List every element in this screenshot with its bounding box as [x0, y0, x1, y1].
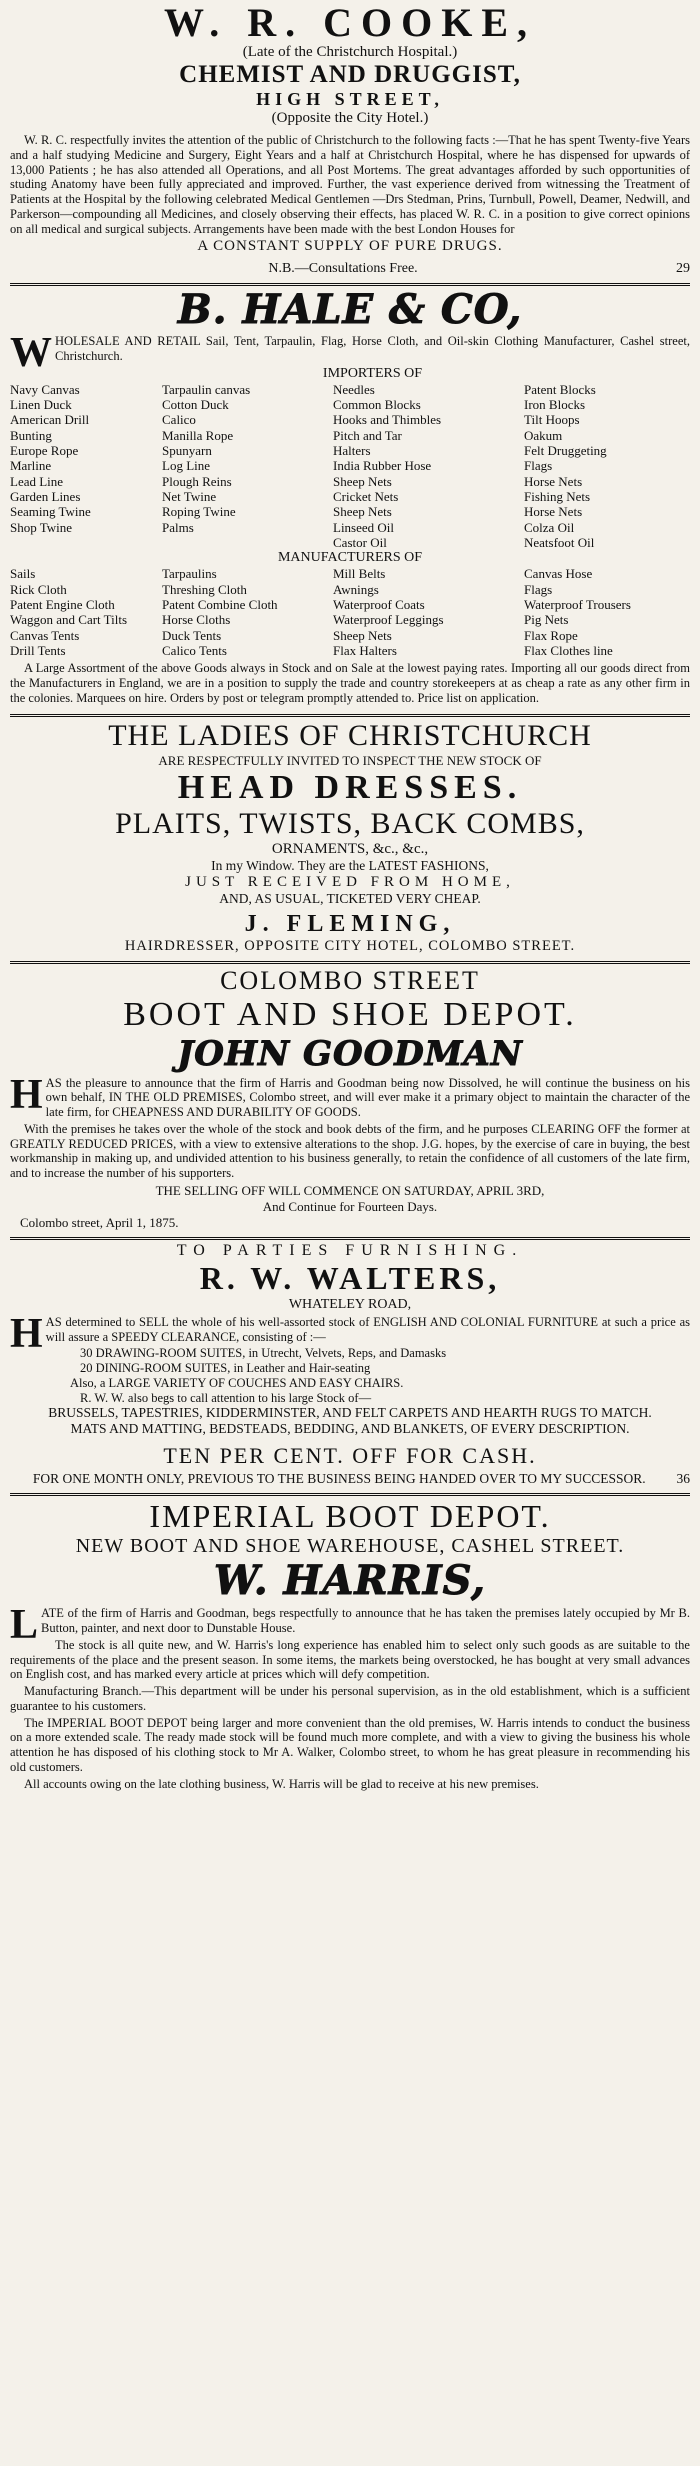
- walters-advertisement: [10, 1240, 690, 1497]
- harris-p1: LATE of the firm of Harris and Goodman, begs respectfully to announce that he has taken the premises lately occupied by Mr B. Button, painter, and next door to Dunstable House.: [10, 1602, 690, 1649]
- manufacturers-item: Rick Cloth: [10, 581, 67, 597]
- hale-advertisement: [10, 286, 690, 716]
- hale-name: B. HALE & CO,: [177, 286, 523, 334]
- manufacturers-item: Calico Tents: [162, 643, 227, 658]
- walters-p1: HAS determined to SELL the whole of his well-assorted stock of ENGLISH AND COLONIAL FURNITURE at such a price as will assure a SPEEDY CLEARANCE, consisting of :—: [10, 1310, 690, 1357]
- manufacturers-item: Flax Clothes line: [524, 643, 613, 658]
- walters-l3: Also, a LARGE VARIETY OF COUCHES AND EASY CHAIRS.: [70, 1375, 404, 1390]
- importers-item: Hooks and Thimbles: [333, 412, 442, 428]
- walters-month: FOR ONE MONTH ONLY, PREVIOUS TO THE BUSINESS BEING HANDED OVER TO MY SUCCESSOR.: [32, 1471, 646, 1487]
- walters-to: TO PARTIES FURNISHING.: [176, 1241, 524, 1259]
- importers-item: Garden Lines: [10, 489, 81, 505]
- importers-item: Cotton Duck: [162, 397, 229, 413]
- importers-item: Shop Twine: [10, 519, 73, 535]
- manufacturers-item: Awnings: [333, 581, 379, 597]
- cooke-supply: A CONSTANT SUPPLY OF PURE DRUGS.: [197, 238, 503, 255]
- harris-p5: All accounts owing on the late clothing business, W. Harris will be glad to receive at his new premises.: [24, 1776, 539, 1791]
- manufacturers-item: Waterproof Leggings: [333, 612, 444, 628]
- goodman-continue: And Continue for Fourteen Days.: [262, 1198, 438, 1214]
- importers-item: Sheep Nets: [333, 504, 392, 520]
- ladies-ornaments: ORNAMENTS, &c., &c.,: [271, 840, 429, 857]
- goodman-p2: With the premises he takes over the whole of the stock and book debts of the firm, and he purposes CLEARING OFF the former at GREATLY REDUCED PRICES, with a view to extensive alterations to the shop. J.G. hopes, by the exercise of care in buying, the best workmanship in making up, and undivided attention to his business generally, to retain the confidence of all customers of the late firm, and to increase the number of his supporters.: [10, 1121, 690, 1181]
- manufacturers-item: Patent Engine Cloth: [10, 597, 115, 613]
- importers-item: Roping Twine: [162, 504, 236, 520]
- importers-item: Plough Reins: [162, 473, 232, 489]
- fleming-address: HAIRDRESSER, OPPOSITE CITY HOTEL, COLOMBO STREET.: [124, 937, 576, 954]
- ladies-invited: ARE RESPECTFULLY INVITED TO INSPECT THE NEW STOCK OF: [158, 752, 542, 768]
- manufacturers-item: Waterproof Trousers: [524, 597, 631, 613]
- walters-name: R. W. WALTERS,: [199, 1259, 501, 1296]
- importers-item: Lead Line: [10, 473, 64, 489]
- importers-item: Fishing Nets: [524, 489, 591, 505]
- importers-item: Manilla Rope: [162, 427, 234, 443]
- walters-l6: MATS AND MATTING, BEDSTEADS, BEDDING, AND BLANKETS, OF EVERY DESCRIPTION.: [70, 1421, 630, 1437]
- manufacturers-item: Patent Combine Cloth: [162, 597, 278, 613]
- importers-item: Bunting: [10, 427, 52, 443]
- hale-manufacturers-heading: MANUFACTURERS OF: [277, 550, 423, 566]
- manufacturers-item: Sails: [10, 566, 36, 582]
- ladies-received: JUST RECEIVED FROM HOME,: [185, 873, 515, 890]
- harris-name: W. HARRIS,: [214, 1557, 486, 1605]
- importers-item: Net Twine: [162, 489, 217, 505]
- harris-warehouse: NEW BOOT AND SHOE WAREHOUSE, CASHEL STREET.: [75, 1535, 625, 1558]
- importers-item: Navy Canvas: [10, 381, 80, 397]
- manufacturers-item: Threshing Cloth: [162, 581, 247, 597]
- importers-item: Marline: [10, 458, 52, 474]
- cooke-late: (Late of the Christchurch Hospital.): [242, 44, 458, 60]
- cooke-title: CHEMIST AND DRUGGIST,: [179, 61, 521, 88]
- walters-road: WHATELEY ROAD,: [288, 1296, 412, 1312]
- hale-footer: A Large Assortment of the above Goods always in Stock and on Sale at the lowest paying rates. Importing all our goods direct from the Manufacturers in England, we are in a position to supply the trade and country storekeepers at as cheap a rate as any other firm in the colonies. Marquees on hire. Orders by post or telegram promptly attended to. Price list on application.: [10, 661, 690, 705]
- manufacturers-item: Flax Rope: [524, 627, 578, 643]
- cooke-number: 29: [676, 261, 690, 277]
- importers-item: Palms: [162, 519, 194, 535]
- importers-item: Europe Rope: [10, 443, 79, 459]
- harris-p4: The IMPERIAL BOOT DEPOT being larger and more convenient than the old premises, W. Harris intends to conduct the business on a more extended scale. The ready made stock will be found much more complete, and with a view to giving the business his whole attention he has disposed of his clothing stock to Mr A. Walker, Colombo street, to whom he has great pleasure in recommending his old customers.: [10, 1715, 690, 1774]
- manufacturers-item: Canvas Tents: [10, 627, 80, 643]
- harris-p2: The stock is all quite new, and W. Harris's long experience has enabled him to select only such goods as are suitable to the requirements of the place and the present season. In some items, the markets being overstocked, he has bought at very small advances on English cost, and has marked every article at prices which will defy competition.: [10, 1637, 690, 1682]
- walters-l4: R. W. W. also begs to call attention to his large Stock of—: [80, 1390, 372, 1405]
- importers-item: Tilt Hoops: [524, 412, 580, 428]
- walters-l1: 30 DRAWING-ROOM SUITES, in Utrecht, Velvets, Reps, and Damasks: [80, 1346, 447, 1361]
- goodman-depot: BOOT AND SHOE DEPOT.: [123, 995, 577, 1033]
- importers-item: Common Blocks: [333, 397, 421, 413]
- hale-manufacturers-list: [10, 566, 690, 658]
- manufacturers-item: Sheep Nets: [333, 627, 392, 643]
- ladies-plaits: PLAITS, TWISTS, BACK COMBS,: [115, 806, 585, 840]
- walters-number: 36: [676, 1471, 690, 1487]
- manufacturers-item: Drill Tents: [10, 643, 66, 658]
- manufacturers-item: Mill Belts: [333, 566, 386, 582]
- goodman-street: COLOMBO STREET: [220, 965, 480, 995]
- fleming-advertisement: [10, 717, 690, 964]
- ladies-ticketed: AND, AS USUAL, TICKETED VERY CHEAP.: [219, 890, 481, 906]
- fleming-name: J. FLEMING,: [244, 910, 456, 937]
- manufacturers-item: Duck Tents: [162, 627, 222, 643]
- hale-importers-heading: IMPORTERS OF: [322, 365, 423, 381]
- goodman-advertisement: [10, 964, 690, 1240]
- cooke-street: HIGH STREET,: [256, 89, 444, 109]
- importers-item: Sheep Nets: [333, 473, 392, 489]
- importers-item: Oakum: [524, 427, 563, 443]
- harris-depot: IMPERIAL BOOT DEPOT.: [149, 1498, 551, 1535]
- hale-importers-list: [10, 382, 690, 551]
- harris-p3: Manufacturing Branch.—This department will be under his personal supervision, as in the old establishment, which is a sufficient guarantee to his customers.: [10, 1684, 690, 1713]
- importers-item: Spunyarn: [162, 443, 212, 459]
- importers-item: Pitch and Tar: [333, 427, 402, 443]
- importers-item: [10, 535, 156, 550]
- harris-advertisement: [10, 1496, 690, 1799]
- goodman-date: Colombo street, April 1, 1875.: [20, 1214, 179, 1230]
- importers-item: Colza Oil: [524, 519, 575, 535]
- manufacturers-item: Waggon and Cart Tilts: [10, 612, 128, 628]
- ladies-title: THE LADIES OF CHRISTCHURCH: [108, 718, 592, 752]
- walters-l2: 20 DINING-ROOM SUITES, in Leather and Hair-seating: [80, 1361, 371, 1376]
- cooke-nb: N.B.—Consultations Free.: [268, 261, 418, 277]
- importers-item: Seaming Twine: [10, 504, 91, 520]
- manufacturers-item: Horse Cloths: [162, 612, 231, 628]
- importers-item: Tarpaulin canvas: [162, 381, 251, 397]
- manufacturers-item: Canvas Hose: [524, 566, 593, 582]
- importers-item: Log Line: [162, 458, 211, 474]
- hale-intro: WHOLESALE AND RETAIL Sail, Tent, Tarpaulin, Flag, Horse Cloth, and Oil-skin Clothing Manufacturer, Cashel street, Christchurch.: [10, 330, 690, 377]
- importers-item: Iron Blocks: [524, 397, 586, 413]
- importers-item: Needles: [333, 381, 375, 397]
- ladies-window: In my Window. They are the LATEST FASHIONS,: [211, 857, 489, 873]
- importers-item: [162, 535, 327, 550]
- cooke-advertisement: [10, 0, 690, 286]
- walters-ten-per-cent: TEN PER CENT. OFF FOR CASH.: [163, 1443, 537, 1469]
- cooke-opposite: (Opposite the City Hotel.): [271, 110, 429, 126]
- goodman-selling: THE SELLING OFF WILL COMMENCE ON SATURDAY, APRIL 3RD,: [155, 1182, 545, 1198]
- importers-item: India Rubber Hose: [333, 458, 432, 474]
- cooke-name: W. R. COOKE,: [163, 0, 537, 45]
- importers-item: Flags: [524, 458, 553, 474]
- importers-item: Patent Blocks: [524, 381, 596, 397]
- manufacturers-item: Pig Nets: [524, 612, 569, 628]
- importers-item: Halters: [333, 443, 371, 459]
- importers-item: Felt Druggeting: [524, 443, 607, 459]
- importers-item: Linseed Oil: [333, 519, 395, 535]
- importers-item: Horse Nets: [524, 473, 583, 489]
- importers-item: Horse Nets: [524, 504, 583, 520]
- importers-item: Linen Duck: [10, 397, 72, 413]
- goodman-p1: HAS the pleasure to announce that the firm of Harris and Goodman being now Dissolved, he will continue the business on his own behalf, IN THE OLD PREMISES, Colombo street, and will ever make it a primary object to maintain the character of the late firm, for CHEAPNESS AND DURABILITY OF GOODS.: [10, 1071, 690, 1120]
- walters-l5: BRUSSELS, TAPESTRIES, KIDDERMINSTER, AND FELT CARPETS AND HEARTH RUGS TO MATCH.: [48, 1405, 652, 1421]
- importers-item: Cricket Nets: [333, 489, 399, 505]
- importers-item: Calico: [162, 412, 196, 428]
- importers-item: American Drill: [10, 412, 90, 428]
- manufacturers-item: Tarpaulins: [162, 566, 217, 582]
- goodman-name: JOHN GOODMAN: [177, 1033, 523, 1074]
- importers-item: Neatsfoot Oil: [524, 535, 595, 551]
- manufacturers-item: Waterproof Coats: [333, 597, 425, 613]
- ladies-head-dresses: HEAD DRESSES.: [177, 768, 523, 806]
- manufacturers-item: Flags: [524, 581, 553, 597]
- manufacturers-item: Flax Halters: [333, 643, 397, 658]
- cooke-body: W. R. C. respectfully invites the attention of the public of Christchurch to the following facts :—That he has spent Twenty-five Years and a half studying Medicine and Surgery, Eight Years and a half at Christchurch Hospital, where he has dispensed for upwards of 13,000 Patients ; he has also attended all Operations, and all Post Mortems. The great advantages afforded by such opportunities of studing Anatomy have been fully appreciated and improved. Further, the vast experience derived from witnessing the Treatment of Patients at the Hospital by the following celebrated Medical Gentlemen —Drs Stedman, Prins, Turnbull, Powell, Deamer, Nedwill, and Parkerson—compounding all Medicines, and closely observing their effects, has placed W. R. C. in a position to give correct opinions on all medical and surgical subjects. Arrangements have been made with the best London Houses for: [10, 133, 690, 236]
- importers-item: Castor Oil: [333, 535, 387, 551]
